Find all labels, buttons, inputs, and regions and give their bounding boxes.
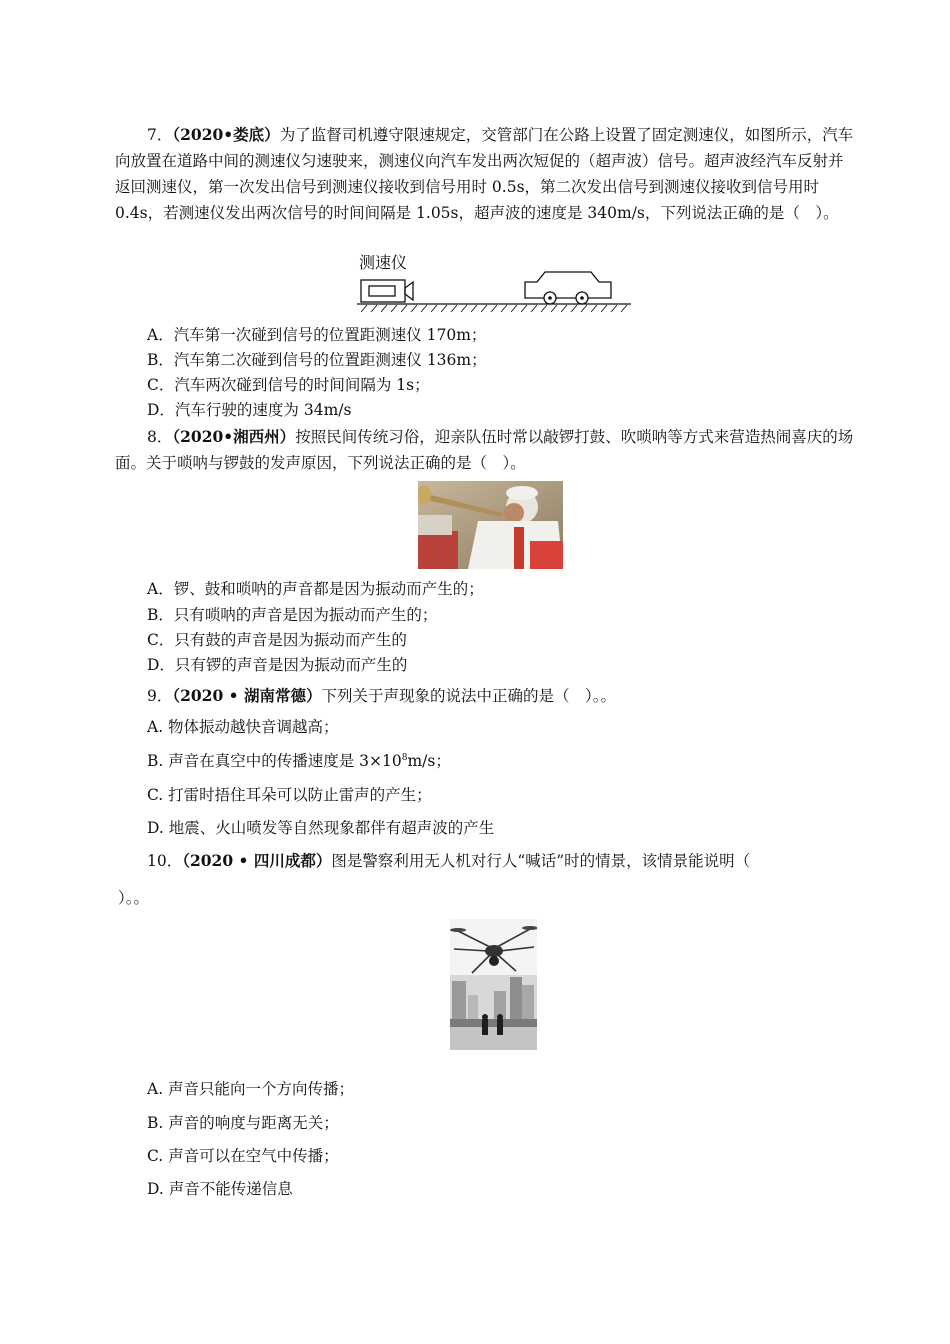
exponent: 8 [401,752,408,763]
q8-option-d: D．只有锣的声音是因为振动而产生的 [147,656,408,674]
question-source: （2020 • 湖南常德） [172,686,322,705]
question-10-stem [115,848,855,874]
q10-option-d: D. 声音不能传递信息 [147,1180,293,1198]
suona-photo-illustration [418,481,563,569]
drone-photo-illustration [450,919,537,1050]
speed-detector-figure [355,252,635,316]
question-text: 为了监督司机遵守限速规定，交管部门在公路上设置了固定测速仪，如图所示，汽车向放置在道路中间的测速仪匀速驶来，测速仪向汽车发出两次短促的（超声波）信号。超声波经汽车反射并返回测速仪，第一次发出信号到测速仪接收到信号用时 0.5s，第二次发出信号到测速仪接收到信号用时 0.4s，若测速仪发出两次信号的时间间隔是 1.05s，超声波的速度是 340m/s，下列说法正确的是（ ）。 [115,126,854,222]
question-number: 10． [147,852,183,870]
question-source: （2020•湘西州） [172,427,296,446]
q7-option-c: C．汽车两次碰到信号的时间间隔为 1s； [147,376,430,394]
q8-option-c: C．只有鼓的声音是因为振动而产生的 [147,631,407,649]
question-source: （2020•娄底） [172,125,280,144]
figure-label: 测速仪 [359,253,408,272]
question-number: 7． [147,126,173,144]
q7-option-d: D．汽车行驶的速度为 34m/s [147,401,352,419]
question-9-stem [115,683,855,709]
question-text: 按照民间传统习俗，迎亲队伍时常以敲锣打鼓、吹唢呐等方式来营造热闹喜庆的场面。关于唢呐与锣鼓的发声原因，下列说法正确的是（ ）。 [115,428,854,472]
question-10-stem-cont: ）。。 [118,889,150,907]
question-number: 8． [147,428,173,446]
q10-option-c: C. 声音可以在空气中传播； [147,1147,339,1165]
q10-option-a: A. 声音只能向一个方向传播； [147,1080,355,1098]
question-source: （2020 • 四川成都） [182,851,332,870]
q9-option-d: D. 地震、火山喷发等自然现象都伴有超声波的产生 [147,819,495,837]
q10-option-b: B. 声音的响度与距离无关； [147,1114,339,1132]
question-8-stem [115,424,855,476]
q7-option-b: B．汽车第二次碰到信号的位置距测速仪 136m； [147,351,487,369]
suona-player-photo [418,481,563,569]
question-text: 图是警察利用无人机对行人“喊话”时的情景，该情景能说明（ [331,852,751,870]
police-drone-photo [450,919,537,1050]
q9-option-b-unit: m/s； [407,752,451,770]
q7-option-a: A．汽车第一次碰到信号的位置距测速仪 170m； [147,326,487,344]
q8-option-a: A．锣、鼓和唢呐的声音都是因为振动而产生的； [147,580,484,598]
question-7-stem [115,122,855,226]
q9-option-b [147,750,451,772]
q9-option-b-text: B. 声音在真空中的传播速度是 3×10 [147,752,402,770]
speed-detector-diagram [355,252,635,316]
question-text: 下列关于声现象的说法中正确的是（ ）。。 [321,687,616,705]
question-number: 9． [147,687,173,705]
q9-option-a: A. 物体振动越快音调越高； [147,718,339,736]
q9-option-c: C. 打雷时捂住耳朵可以防止雷声的产生； [147,786,432,804]
q8-option-b: B．只有唢呐的声音是因为振动而产生的； [147,606,438,624]
